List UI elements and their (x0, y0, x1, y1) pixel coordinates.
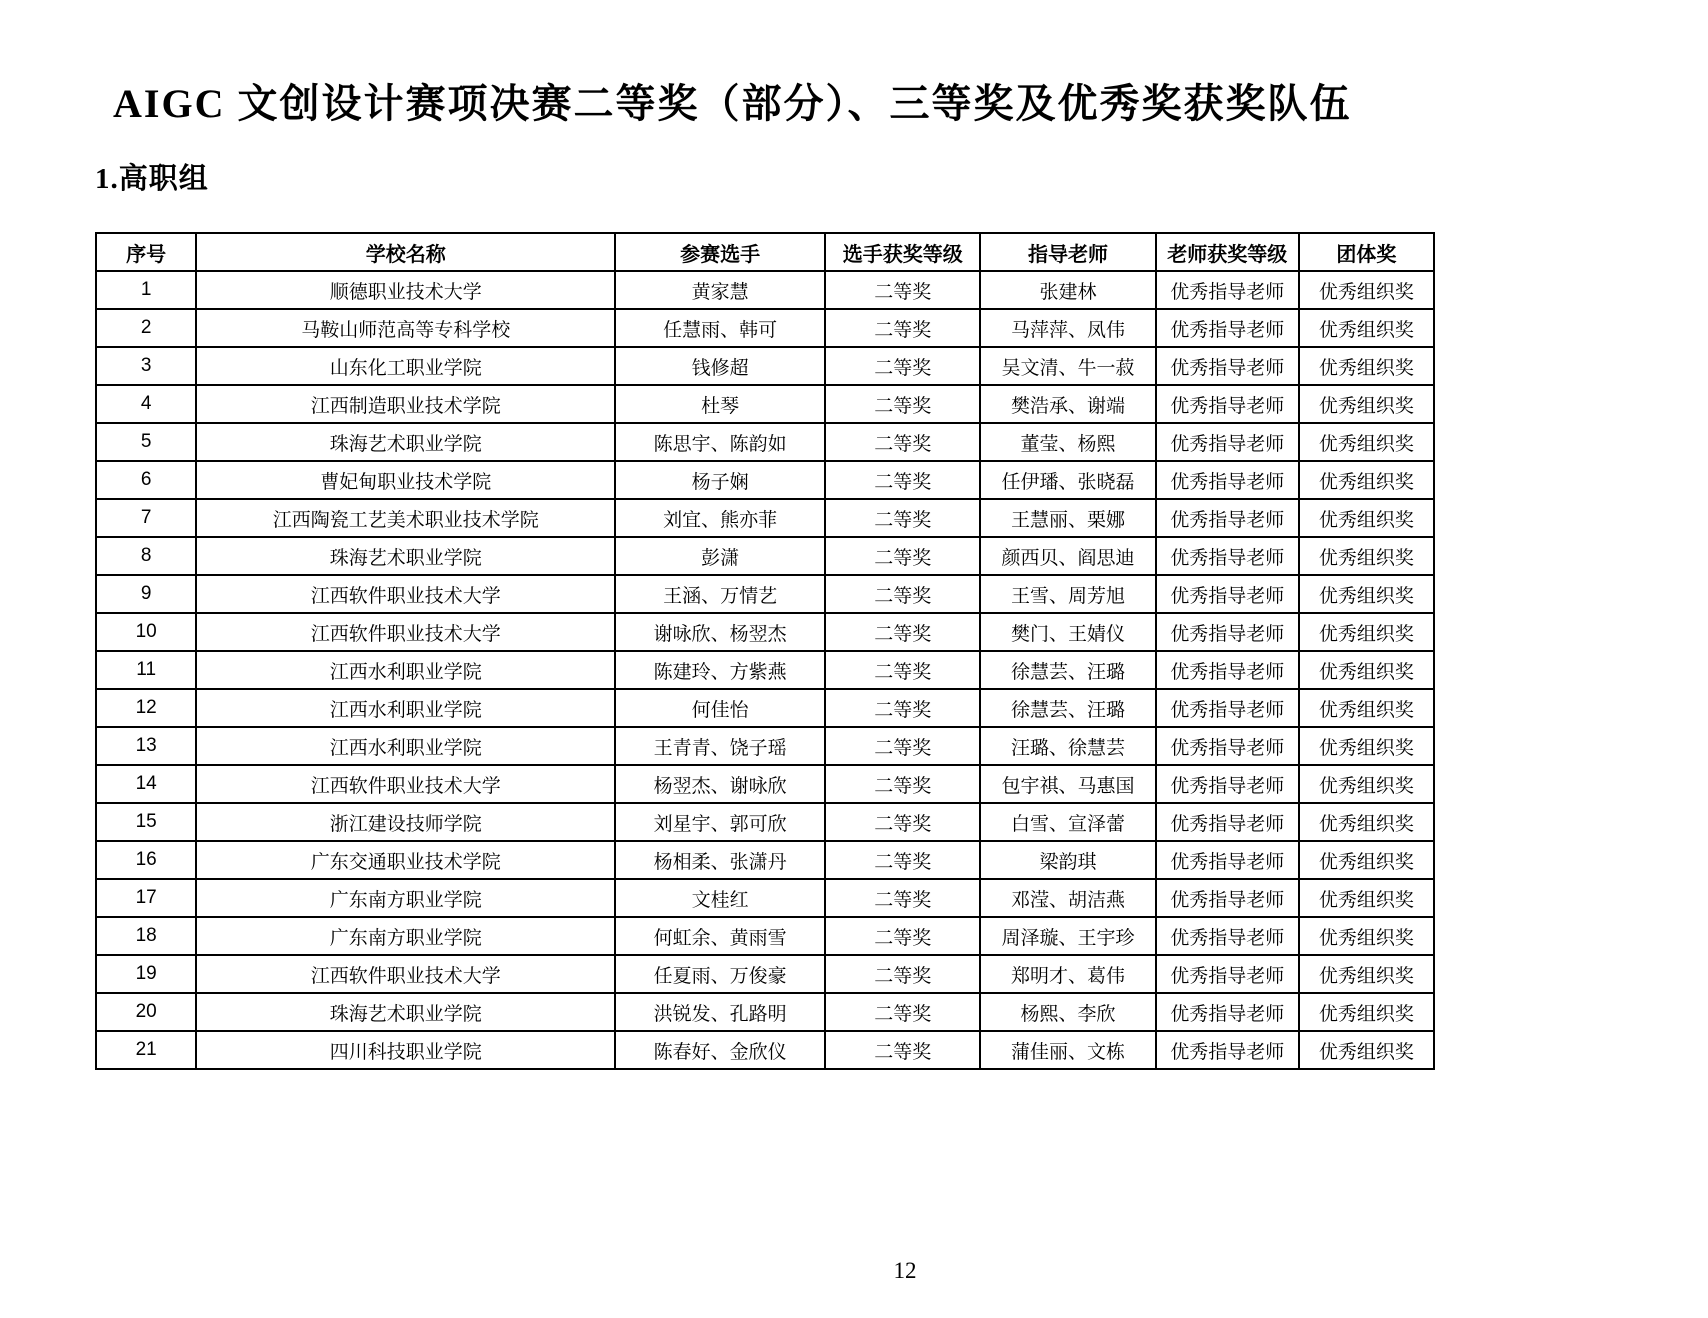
cell-teacher-award: 优秀指导老师 (1156, 803, 1299, 841)
section-heading: 1.高职组 (95, 163, 209, 195)
cell-school: 马鞍山师范高等专科学校 (196, 309, 615, 347)
cell-group-award: 优秀组织奖 (1299, 841, 1434, 879)
cell-index: 10 (96, 613, 196, 651)
cell-index: 14 (96, 765, 196, 803)
cell-teachers: 王慧丽、栗娜 (980, 499, 1155, 537)
cell-contestants: 陈建玲、方紫燕 (615, 651, 825, 689)
cell-school: 浙江建设技师学院 (196, 803, 615, 841)
cell-school: 广东南方职业学院 (196, 879, 615, 917)
cell-school: 江西制造职业技术学院 (196, 385, 615, 423)
cell-teacher-award: 优秀指导老师 (1156, 385, 1299, 423)
table-row (96, 347, 1434, 385)
cell-contestant-award: 二等奖 (825, 917, 980, 955)
cell-index: 7 (96, 499, 196, 537)
cell-contestant-award: 二等奖 (825, 841, 980, 879)
cell-contestant-award: 二等奖 (825, 613, 980, 651)
cell-teachers: 包宇祺、马惠国 (980, 765, 1155, 803)
header-cell-group-award: 团体奖 (1299, 233, 1434, 271)
table-row (96, 955, 1434, 993)
cell-teacher-award: 优秀指导老师 (1156, 879, 1299, 917)
header-cell-teacher-award: 老师获奖等级 (1156, 233, 1299, 271)
cell-teacher-award: 优秀指导老师 (1156, 499, 1299, 537)
cell-contestants: 刘宜、熊亦菲 (615, 499, 825, 537)
cell-teachers: 董莹、杨熙 (980, 423, 1155, 461)
cell-school: 江西软件职业技术大学 (196, 765, 615, 803)
table-row (96, 613, 1434, 651)
cell-group-award: 优秀组织奖 (1299, 309, 1434, 347)
table-row (96, 309, 1434, 347)
cell-index: 17 (96, 879, 196, 917)
cell-group-award: 优秀组织奖 (1299, 651, 1434, 689)
cell-contestant-award: 二等奖 (825, 347, 980, 385)
cell-teachers: 任伊璠、张晓磊 (980, 461, 1155, 499)
table-row (96, 841, 1434, 879)
cell-contestant-award: 二等奖 (825, 1031, 980, 1069)
cell-teachers: 梁韵琪 (980, 841, 1155, 879)
cell-teacher-award: 优秀指导老师 (1156, 309, 1299, 347)
cell-group-award: 优秀组织奖 (1299, 803, 1434, 841)
cell-index: 13 (96, 727, 196, 765)
cell-contestant-award: 二等奖 (825, 689, 980, 727)
cell-school: 江西水利职业学院 (196, 651, 615, 689)
table-row (96, 917, 1434, 955)
cell-teachers: 颜西贝、阎思迪 (980, 537, 1155, 575)
cell-school: 珠海艺术职业学院 (196, 423, 615, 461)
table-row (96, 765, 1434, 803)
cell-group-award: 优秀组织奖 (1299, 613, 1434, 651)
cell-group-award: 优秀组织奖 (1299, 271, 1434, 309)
cell-teacher-award: 优秀指导老师 (1156, 461, 1299, 499)
cell-teacher-award: 优秀指导老师 (1156, 347, 1299, 385)
cell-group-award: 优秀组织奖 (1299, 461, 1434, 499)
cell-index: 12 (96, 689, 196, 727)
cell-teacher-award: 优秀指导老师 (1156, 423, 1299, 461)
cell-contestants: 何虹余、黄雨雪 (615, 917, 825, 955)
cell-teacher-award: 优秀指导老师 (1156, 271, 1299, 309)
cell-teachers: 王雪、周芳旭 (980, 575, 1155, 613)
cell-group-award: 优秀组织奖 (1299, 1031, 1434, 1069)
cell-teachers: 汪璐、徐慧芸 (980, 727, 1155, 765)
cell-contestants: 任夏雨、万俊豪 (615, 955, 825, 993)
cell-school: 珠海艺术职业学院 (196, 993, 615, 1031)
cell-contestants: 何佳怡 (615, 689, 825, 727)
cell-school: 江西陶瓷工艺美术职业技术学院 (196, 499, 615, 537)
cell-teachers: 樊门、王婧仪 (980, 613, 1155, 651)
header-cell-contestants: 参赛选手 (615, 233, 825, 271)
table-row (96, 461, 1434, 499)
cell-index: 6 (96, 461, 196, 499)
cell-contestant-award: 二等奖 (825, 385, 980, 423)
cell-teachers: 马萍萍、凤伟 (980, 309, 1155, 347)
cell-contestant-award: 二等奖 (825, 575, 980, 613)
cell-teacher-award: 优秀指导老师 (1156, 727, 1299, 765)
cell-index: 8 (96, 537, 196, 575)
cell-contestant-award: 二等奖 (825, 651, 980, 689)
cell-contestants: 杨相柔、张潇丹 (615, 841, 825, 879)
cell-index: 21 (96, 1031, 196, 1069)
header-cell-contestant-award: 选手获奖等级 (825, 233, 980, 271)
cell-contestants: 钱修超 (615, 347, 825, 385)
cell-contestant-award: 二等奖 (825, 993, 980, 1031)
cell-teachers: 张建林 (980, 271, 1155, 309)
cell-group-award: 优秀组织奖 (1299, 879, 1434, 917)
cell-group-award: 优秀组织奖 (1299, 993, 1434, 1031)
cell-group-award: 优秀组织奖 (1299, 385, 1434, 423)
cell-school: 广东南方职业学院 (196, 917, 615, 955)
cell-contestant-award: 二等奖 (825, 803, 980, 841)
table-row (96, 879, 1434, 917)
cell-contestant-award: 二等奖 (825, 423, 980, 461)
cell-contestants: 谢咏欣、杨翌杰 (615, 613, 825, 651)
cell-group-award: 优秀组织奖 (1299, 765, 1434, 803)
cell-teacher-award: 优秀指导老师 (1156, 537, 1299, 575)
table-row (96, 1031, 1434, 1069)
cell-teacher-award: 优秀指导老师 (1156, 917, 1299, 955)
awards-table (95, 232, 1435, 1070)
cell-teachers: 周泽璇、王宇珍 (980, 917, 1155, 955)
cell-index: 5 (96, 423, 196, 461)
cell-teacher-award: 优秀指导老师 (1156, 765, 1299, 803)
cell-school: 顺德职业技术大学 (196, 271, 615, 309)
cell-group-award: 优秀组织奖 (1299, 347, 1434, 385)
cell-index: 3 (96, 347, 196, 385)
cell-contestants: 彭潇 (615, 537, 825, 575)
cell-teachers: 徐慧芸、汪璐 (980, 651, 1155, 689)
cell-group-award: 优秀组织奖 (1299, 955, 1434, 993)
table-header-row (96, 233, 1434, 271)
cell-group-award: 优秀组织奖 (1299, 917, 1434, 955)
cell-contestant-award: 二等奖 (825, 309, 980, 347)
cell-teacher-award: 优秀指导老师 (1156, 689, 1299, 727)
cell-contestants: 王涵、万情艺 (615, 575, 825, 613)
cell-contestants: 杨翌杰、谢咏欣 (615, 765, 825, 803)
cell-group-award: 优秀组织奖 (1299, 423, 1434, 461)
cell-index: 1 (96, 271, 196, 309)
cell-teacher-award: 优秀指导老师 (1156, 841, 1299, 879)
cell-contestant-award: 二等奖 (825, 727, 980, 765)
cell-contestant-award: 二等奖 (825, 879, 980, 917)
cell-index: 16 (96, 841, 196, 879)
table-row (96, 499, 1434, 537)
cell-group-award: 优秀组织奖 (1299, 727, 1434, 765)
cell-school: 江西水利职业学院 (196, 727, 615, 765)
cell-school: 江西软件职业技术大学 (196, 613, 615, 651)
cell-teachers: 郑明才、葛伟 (980, 955, 1155, 993)
cell-contestant-award: 二等奖 (825, 537, 980, 575)
cell-teachers: 白雪、宣泽蕾 (980, 803, 1155, 841)
cell-index: 15 (96, 803, 196, 841)
cell-contestants: 王青青、饶子瑶 (615, 727, 825, 765)
table-row (96, 651, 1434, 689)
cell-index: 20 (96, 993, 196, 1031)
table-row (96, 271, 1434, 309)
cell-contestant-award: 二等奖 (825, 499, 980, 537)
cell-teachers: 邓滢、胡洁燕 (980, 879, 1155, 917)
cell-group-award: 优秀组织奖 (1299, 499, 1434, 537)
cell-contestants: 文桂红 (615, 879, 825, 917)
table-row (96, 423, 1434, 461)
cell-index: 2 (96, 309, 196, 347)
cell-contestants: 杜琴 (615, 385, 825, 423)
cell-school: 江西软件职业技术大学 (196, 575, 615, 613)
cell-group-award: 优秀组织奖 (1299, 575, 1434, 613)
header-cell-school: 学校名称 (196, 233, 615, 271)
cell-contestants: 黄家慧 (615, 271, 825, 309)
cell-teacher-award: 优秀指导老师 (1156, 955, 1299, 993)
cell-contestant-award: 二等奖 (825, 955, 980, 993)
cell-school: 珠海艺术职业学院 (196, 537, 615, 575)
cell-group-award: 优秀组织奖 (1299, 537, 1434, 575)
cell-teacher-award: 优秀指导老师 (1156, 613, 1299, 651)
page-title: AIGC 文创设计赛项决赛二等奖（部分）、三等奖及优秀奖获奖队伍 (113, 81, 1352, 126)
cell-contestant-award: 二等奖 (825, 271, 980, 309)
table-row (96, 993, 1434, 1031)
table-row (96, 727, 1434, 765)
cell-index: 4 (96, 385, 196, 423)
cell-school: 四川科技职业学院 (196, 1031, 615, 1069)
cell-contestants: 洪锐发、孔路明 (615, 993, 825, 1031)
cell-teachers: 蒲佳丽、文栋 (980, 1031, 1155, 1069)
cell-school: 江西软件职业技术大学 (196, 955, 615, 993)
cell-teachers: 樊浩承、谢端 (980, 385, 1155, 423)
page-number: 12 (893, 1258, 917, 1283)
cell-teachers: 徐慧芸、汪璐 (980, 689, 1155, 727)
cell-school: 山东化工职业学院 (196, 347, 615, 385)
cell-teacher-award: 优秀指导老师 (1156, 1031, 1299, 1069)
cell-teacher-award: 优秀指导老师 (1156, 993, 1299, 1031)
cell-teachers: 杨熙、李欣 (980, 993, 1155, 1031)
table-row (96, 575, 1434, 613)
table-row (96, 385, 1434, 423)
cell-contestants: 任慧雨、韩可 (615, 309, 825, 347)
cell-index: 9 (96, 575, 196, 613)
cell-school: 江西水利职业学院 (196, 689, 615, 727)
header-cell-index: 序号 (96, 233, 196, 271)
cell-contestants: 刘星宇、郭可欣 (615, 803, 825, 841)
cell-teachers: 吴文清、牛一菽 (980, 347, 1155, 385)
cell-index: 18 (96, 917, 196, 955)
table-row (96, 803, 1434, 841)
header-cell-teachers: 指导老师 (980, 233, 1155, 271)
cell-contestants: 陈思宇、陈韵如 (615, 423, 825, 461)
cell-contestant-award: 二等奖 (825, 461, 980, 499)
table-body (96, 271, 1434, 1069)
cell-teacher-award: 优秀指导老师 (1156, 575, 1299, 613)
cell-index: 19 (96, 955, 196, 993)
cell-contestants: 杨子娴 (615, 461, 825, 499)
cell-index: 11 (96, 651, 196, 689)
table-row (96, 537, 1434, 575)
table-row (96, 689, 1434, 727)
cell-contestant-award: 二等奖 (825, 765, 980, 803)
cell-teacher-award: 优秀指导老师 (1156, 651, 1299, 689)
cell-school: 广东交通职业技术学院 (196, 841, 615, 879)
cell-contestants: 陈春好、金欣仪 (615, 1031, 825, 1069)
cell-group-award: 优秀组织奖 (1299, 689, 1434, 727)
cell-school: 曹妃甸职业技术学院 (196, 461, 615, 499)
